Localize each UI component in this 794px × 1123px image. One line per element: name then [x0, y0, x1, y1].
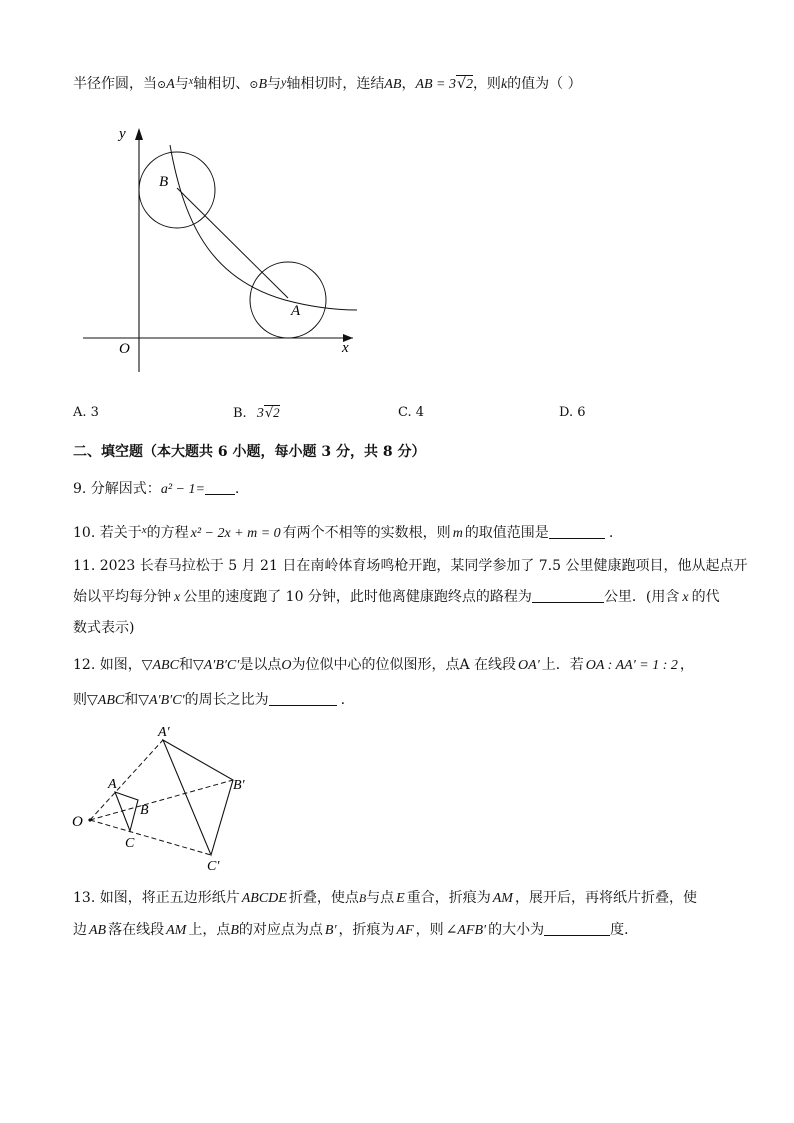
label-o: O: [119, 341, 130, 357]
segment-oa1: OA′: [518, 658, 540, 673]
var-x: x: [682, 590, 689, 605]
q8-text: 与: [267, 76, 282, 92]
triangle-abc: ▽ABC: [87, 693, 125, 708]
var-x: x: [188, 76, 194, 87]
q10-equation: x² − 2x + m = 0: [190, 526, 281, 541]
point-b1: B′: [324, 923, 337, 938]
q8-text: ，: [401, 76, 416, 92]
curve: [170, 145, 357, 310]
segment-am: AM: [492, 891, 513, 906]
q13-text: 上，点: [188, 922, 231, 938]
label-o: O: [72, 814, 83, 830]
q12-text: 12. 如图，: [73, 657, 142, 673]
q10-period: .: [608, 525, 614, 541]
option-a[interactable]: A. 3: [73, 405, 99, 420]
point-o-dot: [88, 818, 91, 821]
q9-period: .: [234, 481, 240, 497]
q13-text: 落在线段: [108, 922, 165, 938]
section-heading: 二、填空题（本大题共 6 小题，每小题 3 分，共 8 分）: [73, 444, 426, 460]
point-b: B: [258, 77, 268, 92]
triangle-abc: ▽ABC: [141, 658, 179, 673]
segment-ab: AB: [89, 923, 107, 938]
triangle-small: [115, 792, 138, 831]
segment-af: AF: [396, 923, 414, 938]
q8-figure: [75, 120, 375, 380]
q13-text: 与点: [366, 890, 395, 906]
point-o: O: [281, 658, 292, 673]
label-x: x: [342, 340, 349, 356]
q12-answer-blank[interactable]: [269, 691, 337, 706]
var-x: x: [174, 590, 181, 605]
label-b: B: [159, 174, 169, 190]
option-b-label: B.: [233, 406, 247, 421]
q11-line3: 数式表示): [73, 620, 135, 636]
q11-answer-blank[interactable]: [532, 588, 604, 603]
circle-symbol: ⊙: [249, 78, 259, 91]
q9: [73, 479, 239, 500]
point-a: A: [166, 77, 175, 92]
triangle-a1b1c1: ▽A′B′C′: [138, 693, 185, 708]
q13-text: 的大小为: [488, 922, 545, 938]
q8-text: ，则: [472, 76, 501, 92]
q12-period: .: [340, 692, 346, 708]
segment-am: AM: [166, 923, 187, 938]
label-a: A: [291, 303, 301, 319]
q12-text: 和: [178, 657, 193, 673]
q11-line2: [73, 587, 720, 608]
q12-line2: [73, 690, 345, 711]
q12-text: 则: [73, 692, 87, 708]
option-b[interactable]: [233, 405, 280, 422]
q8-text: 半径作圆，当: [73, 76, 157, 92]
label-y: y: [119, 126, 126, 142]
q12-line1: [73, 655, 694, 676]
q13-text: 折叠，使点: [288, 890, 359, 906]
var-k: k: [500, 77, 508, 92]
q12-text: 为位似中心的位似图形，点A 在线段: [291, 657, 517, 673]
label-c: C: [125, 836, 135, 851]
q11-line1: 11. 2023 长春马拉松于 5 月 21 日在南岭体育场鸣枪开跑，某同学参加了 7.5 公里健康跑项目，他从起点开: [73, 558, 748, 574]
q8-stem: [73, 72, 582, 95]
label-a1: A′: [158, 725, 170, 740]
q12-text: 和: [124, 692, 139, 708]
q11-text: 的代: [691, 589, 720, 605]
q8-text: 轴相切、: [193, 76, 250, 92]
segment-ab: AB: [384, 77, 402, 92]
point-e: E: [396, 891, 405, 906]
ray-oa1: [90, 740, 163, 820]
label-b: B: [140, 803, 149, 818]
q13-text: 的对应点为点: [238, 922, 323, 938]
q8-text: 轴相切时，连结: [286, 76, 385, 92]
point-b: B: [230, 923, 239, 938]
triangle-a1b1c1: ▽A′B′C′: [192, 658, 240, 673]
segment-ab-line: [177, 188, 288, 298]
q12-text: 上．若: [541, 657, 584, 673]
sqrt-sign: √2: [264, 405, 280, 421]
q10-text: 10. 若关于: [73, 525, 142, 541]
q11-text: 公里．(用含: [603, 589, 680, 605]
q13-line2: [73, 920, 638, 941]
circle-b: [139, 152, 215, 228]
q11-text: 公里的速度跑了 10 分钟，此时他离健康跑终点的路程为: [183, 589, 532, 605]
option-d[interactable]: D. 6: [559, 405, 586, 420]
q12-text: 的周长之比为: [184, 692, 269, 708]
circle-a: [250, 262, 326, 338]
point-b: B: [358, 891, 367, 905]
q9-answer-blank[interactable]: [205, 480, 235, 495]
q10-answer-blank[interactable]: [549, 524, 605, 539]
q8-text: 与: [174, 76, 189, 92]
q13-line1: [73, 888, 697, 909]
q12-text: ，: [679, 657, 694, 673]
option-c[interactable]: C. 4: [398, 405, 425, 420]
sqrt-value: 2: [465, 77, 473, 92]
label-c1: C′: [207, 859, 220, 874]
q11-text: 始以平均每分钟: [73, 589, 171, 605]
option-b-value: 3: [256, 406, 264, 421]
q13-answer-blank[interactable]: [544, 921, 610, 936]
q12-ratio: OA : AA′ = 1 : 2: [585, 658, 678, 673]
triangle-large: [163, 740, 233, 855]
var-y: y: [281, 75, 287, 89]
q10-text: 有两个不相等的实数根，则: [282, 525, 451, 541]
q12-text: 是以点: [239, 657, 282, 673]
option-b-root: 2: [273, 405, 280, 420]
ray-oc1: [90, 820, 211, 855]
angle-afb1: ∠AFB′: [445, 923, 487, 938]
q13-text: ，则: [415, 922, 444, 938]
var-m: m: [452, 526, 463, 541]
q9-label: 9. 分解因式：: [73, 481, 161, 497]
q13-text: 边: [73, 922, 87, 938]
q12-figure: [68, 725, 268, 875]
sqrt-sign: √2: [457, 76, 473, 92]
q10: [73, 520, 613, 544]
y-axis-arrow-icon: [135, 128, 143, 140]
q13-text: ，展开后，再将纸片折叠，使: [514, 890, 697, 906]
q8-text: 的值为（ ）: [507, 76, 582, 92]
pentagon-abcde: ABCDE: [241, 891, 287, 906]
q10-text: 的取值范围是: [464, 525, 549, 541]
q13-text: 13. 如图，将正五边形纸片: [73, 890, 240, 906]
q10-text: 的方程: [146, 525, 189, 541]
var-x: x: [141, 524, 147, 536]
ab-equation: AB = 3: [415, 77, 457, 92]
circle-symbol: ⊙: [157, 78, 167, 91]
q9-expression: a² − 1=: [160, 482, 205, 497]
q13-text: 重合，折痕为: [406, 890, 491, 906]
label-b1: B′: [233, 778, 245, 793]
q13-text: ，折痕为: [338, 922, 395, 938]
label-a: A: [108, 777, 117, 792]
q13-text: 度．: [610, 922, 639, 938]
